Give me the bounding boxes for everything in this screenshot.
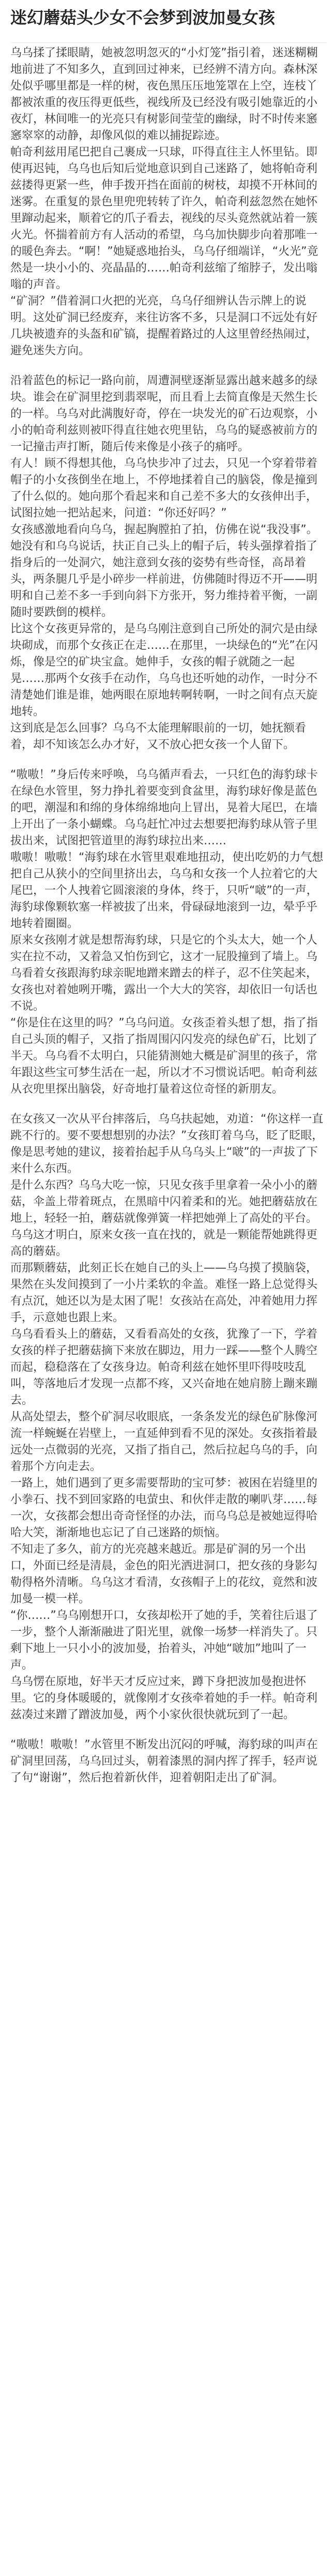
article-paragraph: 在女孩又一次从平台摔落后，乌乌扶起她，劝道：“你这样一直跳不行的。要不要想想别的办法？”女孩盯着乌乌，眨了眨眼，像是思考她的建议，接着抬起手从乌乌头上“啵”的一声拔了下来什么东西。 [10, 1113, 324, 1175]
article-title: 迷幻蘑菇头少女不会梦到波加曼女孩 [10, 8, 276, 27]
article-paragraph: “嗷嗷！嗷嗷！”水管里不断发出沉闷的呼喊，海豹球的叫声在矿洞里回荡，乌乌回过头，朝着漆黑的洞内挥了挥手，轻声说了句“谢谢”，然后抱着新伙伴，迎着朝阳走出了矿洞。 [10, 1738, 318, 1784]
article-section [10, 767, 327, 1098]
article-section [10, 373, 327, 753]
article-paragraph: 比这个女孩更异常的，是乌乌刚注意到自己所处的洞穴是由绿块砌成，而那个女孩正在走……在那里，一块绿色的“光”在闪烁，像是空的矿块宝盒。她伸手，女孩的帽子就随之一起晃……那两个女孩手在动作，乌乌也还听她的动作，一时分不清楚她们谁是谁，她两眼在原地转啊转啊，一时之间有点天旋地转。 [10, 623, 318, 718]
article-paragraph: 沿着蓝色的标记一路向前，周遭洞壁逐渐显露出越来越多的绿块。谁会在矿洞里挖到翡翠呢，而且看上去简直像是天然生长的一样。乌乌对此满腹好奇，停在一块发光的矿石边观察，小小的帕奇利兹则被吓得直往她衣兜里钻，乌乌的疑惑被前方的一记撞击声打断，随后传来像是小孩子的痛呼。 [10, 374, 318, 453]
article-paragraph: 从高处望去，整个矿洞尽收眼底，一条条发光的绿色矿脉像河流一样蜿蜒在岩壁上，一直延伸到看不见的深处。女孩指着最远处一点微弱的光亮，又指了指自己，然后拉起乌乌的手，向着那个方向走去。 [10, 1411, 318, 1473]
article-paragraph: “嗷嗷！”身后传来呼唤，乌乌循声看去，一只红色的海豹球卡在绿色水管里，努力挣扎着要变到食盆里，海豹球好像是蓝色的吧，潮湿和和绵的身体绵绵地向上冒出，晃着大尾巴，在墙上开出了一条小蝴蝶。乌乌赶忙冲过去想要把海豹球从管子里拔出来，试图把管道里的海豹球拉出来…… [10, 768, 318, 847]
article-paragraph: 是什么东西？乌乌大吃一惊，只见女孩手里拿着一朵小小的蘑菇，伞盖上带着斑点，在黑暗中闪着柔和的光。她把蘑菇放在地上，轻轻一拍，蘑菇就像弹簧一样把她弹上了高处的平台。乌乌这才明白，原来女孩一直在找的，就是一颗能帮她跳得更高的蘑菇。 [10, 1179, 318, 1258]
title-divider [10, 42, 327, 43]
article-section [10, 1111, 327, 1723]
article-paragraph: 这到底是怎么回事？乌乌不太能理解眼前的一切，她抚额看着，却不知该怎么办才好，又不放心把女孩一个人留下。 [10, 722, 307, 751]
article-body [10, 45, 327, 1786]
article-paragraph: “你是住在这里的吗？”乌乌问道。女孩歪着头想了想，指了指自己头顶的帽子，又指了指周围闪闪发亮的绿色矿石，比划了半天。乌乌看不太明白，只能猜测她大概是矿洞里的孩子，常年跟这些宝可梦生活在一起，所以才不习惯说话吧。帕奇利兹从衣兜里探出脑袋，好奇地打量着这位奇怪的新朋友。 [10, 1017, 318, 1096]
article-paragraph: 一路上，她们遇到了更多需要帮助的宝可梦：被困在岩缝里的小拳石、找不到回家路的电萤虫、和伙伴走散的喇叭芽……每一次，女孩都会想出奇奇怪怪的办法，而乌乌总是被她逗得哈哈大笑，渐渐地也忘记了自己迷路的烦恼。 [10, 1477, 318, 1539]
article-paragraph: 女孩感激地看向乌乌，握起胸膛拍了拍，仿佛在说“我没事”。她没有和乌乌说话，扶正自己头上的帽子后，转头强撑着指了指身后的一处洞穴，她注意到女孩的姿势有些奇怪，高昂着头，两条腿几乎是小碎步一样前进，仿佛随时得迈不开——明明和自己差不多一手到向斜下方张开，努力维持着平衡，一副随时要跌倒的模样。 [10, 523, 318, 619]
article-paragraph: 嗷嗷！嗷嗷！“海豹球在水管里艰难地扭动，使出吃奶的力气想把自己从狭小的空间里挤出去，乌乌和女孩一个人拉着它的大尾巴，一个人拽着它圆滚滚的身体，终于，只听“啵”的一声，海豹球像颗软塞一样被拔了出来，骨碌碌地滚到一边，晕乎乎地转着圈圈。 [10, 851, 324, 930]
article-paragraph: 不知走了多久，前方的光亮越来越近。那是矿洞的另一个出口，外面已经是清晨，金色的阳光洒进洞口，把女孩的身影勾勒得格外清晰。乌乌这才看清，女孩帽子上的花纹，竟然和波加曼一模一样。 [10, 1543, 318, 1605]
article-paragraph: 有人！顾不得想其他，乌乌快步冲了过去，只见一个穿着带着帽子的小女孩倒坐在地上，不停地揉着自己的脑袋，像是撞到了什么似的。她向那个看起来和自己差不多大的女孩伸出手，试图拉她一把站起来，问道：“你还好吗？” [10, 457, 318, 520]
article-paragraph: “矿洞？”借着洞口火把的光亮，乌乌仔细辨认告示牌上的说明。这处矿洞已经废弃，来往访客不多，只是洞口不远处有好几块被遗弃的头盔和矿镐，提醒着路过的人这里曾经热闹过，避免迷失方向。 [10, 295, 318, 357]
article-paragraph: 帕奇利兹用尾巴把自己裹成一只球，吓得直往主人怀里钻。即使再迟钝，乌乌也后知后觉地意识到自己迷路了，她将帕奇利兹搂得更紧一些，伸手拨开挡在面前的树枝，却摸不开林间的迷雾。在重复的景色里兜兜转转了许久，帕奇利兹忽然在她怀里蹿动起来，顺着它的爪子看去，视线的尽头竟然就站着一簇火光。怀揣着前方有人活动的希望，乌乌加快脚步向着那唯一的暖色奔去。“啊！”她疑惑地抬头，乌乌仔细端详，“火光”竟然是一块小小的、亮晶晶的……帕奇利兹缩了缩脖子，发出嗡嗡的声音。 [10, 146, 318, 291]
article-paragraph: 乌乌看看头上的蘑菇，又看看高处的女孩，犹豫了一下，学着女孩的样子把蘑菇摘下来放在脚边，用力一踩——整个人腾空而起，稳稳落在了女孩身边。帕奇利兹在她怀里吓得吱吱乱叫，等落地后才发现一点都不疼，又兴奋地在她肩膀上蹦来蹦去。 [10, 1328, 318, 1407]
article-paragraph: 乌乌愣在原地，好半天才反应过来，蹲下身把波加曼抱进怀里。它的身体暖暖的，就像刚才女孩牵着她的手一样。帕奇利兹凑过来蹭了蹭波加曼，两个小家伙很快就玩到了一起。 [10, 1675, 318, 1721]
article-paragraph: 而那颗蘑菇，此刻正长在她自己的头上——乌乌摸了摸脑袋，果然在头发间摸到了一小片柔软的伞盖。难怪一路上总觉得头有点沉，她还以为是太困了呢！女孩站在高处，冲着她用力挥手，示意她也跟上来。 [10, 1262, 318, 1324]
article-section [10, 45, 327, 359]
article-paragraph: “你……”乌乌刚想开口，女孩却松开了她的手，笑着往后退了一步，整个人渐渐融进了阳光里，就像一场梦一样消失了。只剩下地上一只小小的波加曼，抬着头，冲她“啵加”地叫了一声。 [10, 1609, 318, 1672]
article-section [10, 1737, 327, 1786]
article-paragraph: 原来女孩刚才就是想帮海豹球，只是它的个头太大，她一个人实在拉不动，又着急又怕伤到它，这才一屁股撞到了墙上。乌乌看着女孩跟海豹球亲昵地蹭来蹭去的样子，忍不住笑起来，女孩也对着她咧开嘴，露出一个大大的笑容，却依旧一句话也不说。 [10, 934, 318, 1013]
article-paragraph: 乌乌揉了揉眼睛，她被忽明忽灭的“小灯笼”指引着，迷迷糊糊地前进了不知多久，直到回过神来，已经辨不清方向。森林深处似乎哪里都是一样的树，夜色黑压压地笼罩在上空，连枝丫都被浓重的夜压得更低些，视线所及已经没有吸引她靠近的小夜灯，林间唯一的光亮只有树影间莹莹的幽绿，时不时传来窸窸窣窣的动静，却像风似的难以捕捉踪迹。 [10, 47, 318, 142]
